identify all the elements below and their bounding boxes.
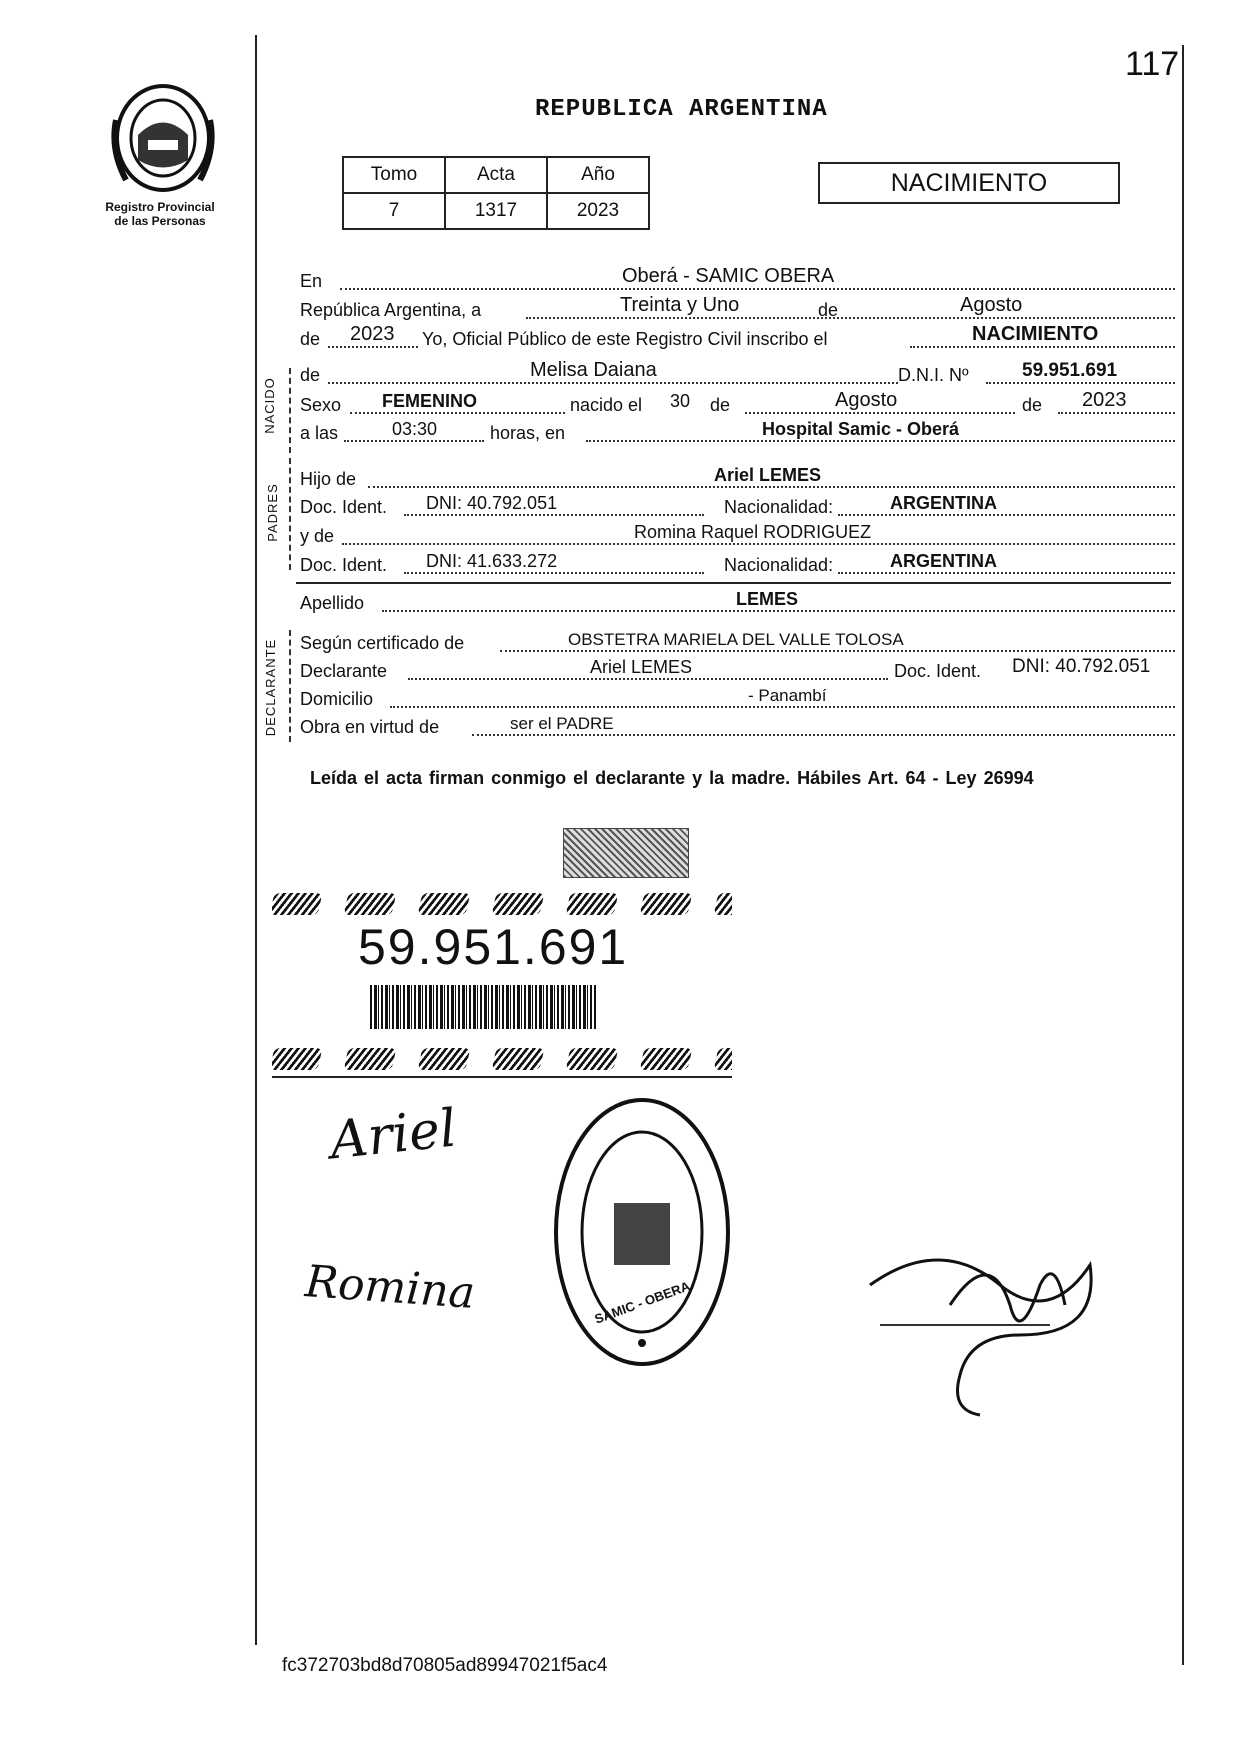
coat-of-arms-icon	[108, 80, 218, 195]
label-domicilio: Domicilio	[300, 689, 374, 709]
value-dia: Treinta y Uno	[620, 294, 740, 316]
value-lugar: Hospital Samic - Oberá	[762, 419, 960, 439]
value-dni: 59.951.691	[1022, 360, 1118, 381]
security-strip-bottom	[272, 1048, 732, 1078]
label-sexo: Sexo	[300, 395, 342, 415]
dots	[838, 572, 1175, 574]
value-doc1: DNI: 40.792.051	[426, 493, 558, 513]
row-sexo	[300, 389, 1175, 418]
padres-bar	[289, 458, 291, 570]
value-anio: 2023	[350, 323, 395, 345]
label-apellido: Apellido	[300, 593, 365, 613]
value-nacido-dia: 30	[670, 391, 691, 411]
row-nombre	[300, 359, 1175, 388]
acta-table	[342, 156, 650, 230]
closing-text: Leída el acta firman conmigo el declarante y la madre. Hábiles Art. 64 - Ley 26994	[310, 768, 1034, 788]
value-inscribo: NACIMIENTO	[972, 323, 1099, 345]
side-label-declarante: DECLARANTE	[263, 638, 279, 737]
row-obra	[300, 714, 1175, 740]
value-hora: 03:30	[392, 419, 438, 439]
value-nombre: Melisa Daiana	[530, 359, 657, 381]
dots	[404, 514, 704, 516]
value-anio: 2023	[547, 193, 649, 229]
signature-madre: Romina	[303, 1256, 477, 1319]
value-certificado: OBSTETRA MARIELA DEL VALLE TOLOSA	[568, 630, 904, 649]
right-margin-line	[1182, 45, 1184, 1665]
doc-type-box: NACIMIENTO	[818, 162, 1120, 204]
label-oficial: Yo, Oficial Público de este Registro Civil inscribo el	[422, 329, 828, 349]
value-doc2: DNI: 41.633.272	[426, 551, 558, 571]
dots	[382, 610, 1175, 612]
row-doc-padre	[300, 494, 1175, 520]
padres-separator	[296, 582, 1171, 584]
label-de: de	[818, 300, 839, 320]
dots	[404, 572, 704, 574]
dots	[1058, 412, 1175, 414]
value-nac1: ARGENTINA	[890, 493, 997, 513]
dots	[986, 382, 1175, 384]
row-declarante	[300, 658, 1175, 684]
seal-icon	[552, 1095, 732, 1370]
dots	[526, 317, 1175, 319]
label-nac1: Nacionalidad:	[724, 497, 834, 517]
dots	[328, 382, 898, 384]
header-tomo: Tomo	[343, 157, 445, 193]
dots	[342, 543, 1175, 545]
label-nombre: de	[300, 365, 321, 385]
row-hora	[300, 420, 1175, 446]
row-apellido	[300, 590, 1175, 616]
label-y-de: y de	[300, 526, 335, 546]
official-seal	[552, 1095, 732, 1370]
value-acta: 1317	[445, 193, 547, 229]
label-nacido-de1: de	[710, 395, 731, 415]
official-signature	[850, 1225, 1120, 1430]
label-horas-en: horas, en	[490, 423, 566, 443]
nacido-bar	[289, 368, 291, 453]
label-anio: de	[300, 329, 321, 349]
dots	[838, 514, 1175, 516]
header-acta: Acta	[445, 157, 547, 193]
value-padre: Ariel LEMES	[714, 465, 822, 485]
dots	[390, 706, 1175, 708]
dots	[340, 288, 1175, 290]
row-madre	[300, 523, 1175, 549]
dots	[368, 486, 1175, 488]
security-stamp	[563, 828, 689, 878]
signature-padre: Ariel	[327, 1098, 460, 1172]
label-hijo-de: Hijo de	[300, 469, 357, 489]
dots	[472, 734, 1175, 736]
label-declarante: Declarante	[300, 661, 388, 681]
value-madre: Romina Raquel RODRIGUEZ	[634, 522, 872, 542]
label-certificado: Según certificado de	[300, 633, 465, 653]
header-anio: Año	[547, 157, 649, 193]
label-nacido-de2: de	[1022, 395, 1043, 415]
value-en: Oberá - SAMIC OBERA	[622, 265, 835, 287]
dots	[745, 412, 1015, 414]
document-title: REPUBLICA ARGENTINA	[535, 96, 828, 123]
value-nacido-mes: Agosto	[835, 389, 898, 411]
row-certificado	[300, 630, 1175, 656]
label-obra: Obra en virtud de	[300, 717, 440, 737]
registro-logo	[105, 80, 228, 228]
dni-big-number: 59.951.691	[358, 919, 629, 975]
row-fecha	[300, 294, 1175, 323]
dots	[586, 440, 1175, 442]
seal-center-text: SAMIC - OBERA	[592, 1278, 692, 1327]
dni-barcode	[370, 985, 596, 1029]
label-doc2: Doc. Ident.	[300, 555, 388, 575]
dots	[328, 346, 418, 348]
left-margin-line	[255, 35, 257, 1645]
value-decl-doc: DNI: 40.792.051	[1012, 656, 1151, 677]
value-nacido-anio: 2023	[1082, 389, 1127, 411]
logo-caption-1: Registro Provincial	[105, 200, 215, 214]
dots	[910, 346, 1175, 348]
label-dni: D.N.I. Nº	[898, 365, 969, 385]
label-decl-doc: Doc. Ident.	[894, 661, 982, 681]
scribble-signature-icon	[850, 1225, 1120, 1425]
value-nac2: ARGENTINA	[890, 551, 997, 571]
page-number: 117	[1125, 45, 1180, 83]
label-hora: a las	[300, 423, 339, 443]
dots	[344, 440, 484, 442]
dots	[408, 678, 888, 680]
label-republica: República Argentina, a	[300, 300, 482, 320]
row-domicilio	[300, 686, 1175, 712]
value-tomo: 7	[343, 193, 445, 229]
label-en: En	[300, 271, 323, 291]
logo-caption-2: de las Personas	[114, 214, 206, 228]
value-apellido: LEMES	[736, 589, 799, 609]
value-obra: ser el PADRE	[510, 714, 614, 733]
dots	[350, 412, 565, 414]
row-doc-madre	[300, 552, 1175, 578]
declarante-bar	[289, 630, 291, 742]
side-label-padres: PADRES	[264, 483, 280, 542]
value-sexo: FEMENINO	[382, 391, 478, 411]
side-label-nacido: NACIDO	[261, 377, 277, 434]
value-mes: Agosto	[960, 294, 1023, 316]
dots	[500, 650, 1175, 652]
row-padre	[300, 466, 1175, 492]
value-declarante: Ariel LEMES	[590, 657, 693, 677]
label-nac2: Nacionalidad:	[724, 555, 834, 575]
security-strip-top	[272, 893, 732, 917]
label-doc1: Doc. Ident.	[300, 497, 388, 517]
row-anio	[300, 323, 1175, 352]
footer-hash: fc372703bd8d70805ad89947021f5ac4	[282, 1655, 608, 1676]
label-nacido-el: nacido el	[570, 395, 643, 415]
row-en	[300, 265, 1175, 294]
value-domicilio: - Panambí	[748, 686, 827, 705]
